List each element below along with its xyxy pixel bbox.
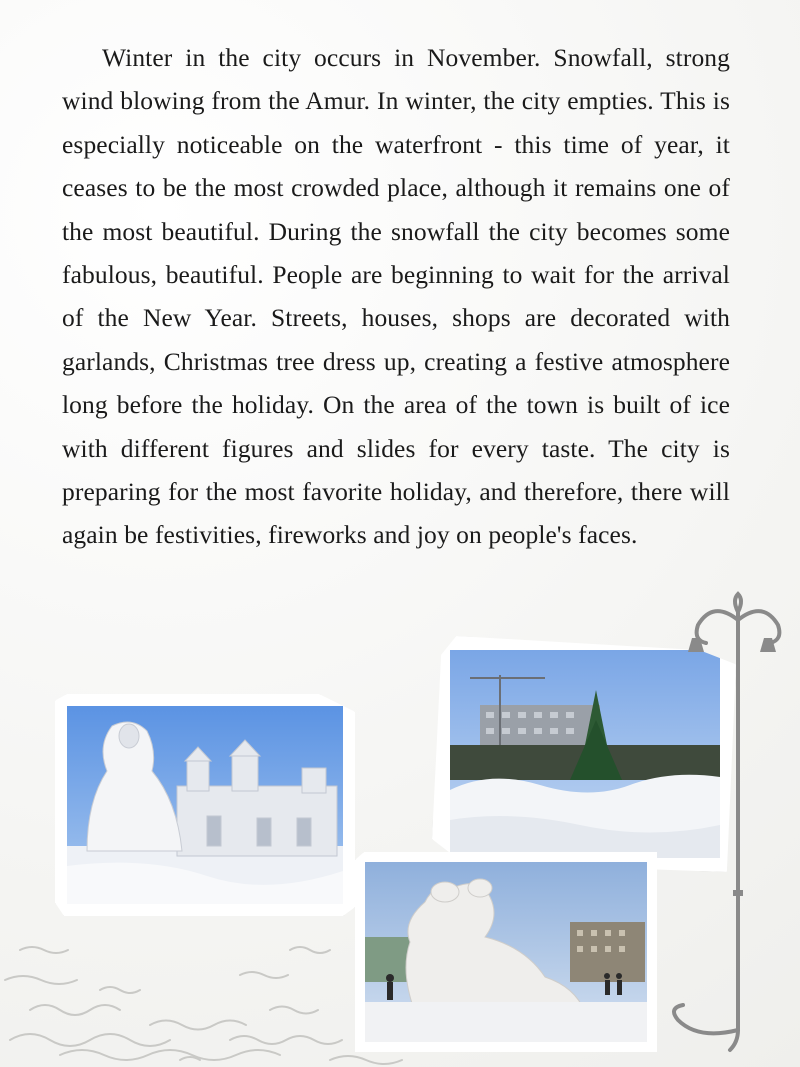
snow-camel-photo [355,852,657,1052]
snow-camel-image [365,862,647,1042]
street-lamp-icon [660,590,800,1067]
snow-castle-image [67,706,343,904]
snow-castle-photo [55,694,355,916]
body-paragraph: Winter in the city occurs in November. Snowfall, strong wind blowing from the Amur. In winter, the city empties. This is especially noticeable on the waterfront - this time of year, it ceases to be the most crowded place, although it remains one of the most beautiful. During the snowfall the city becomes some fabulous, beautiful. People are beginning to wait for the arrival of the New Year. Streets, houses, shops are decorated with garlands, Christmas tree dress up, creating a festive atmosphere long before the holiday. On the area of the town is built of ice with different figures and slides for every taste. The city is preparing for the most favorite holiday, and therefore, there will again be festivities, fireworks and joy on people's faces. [62,43,730,550]
